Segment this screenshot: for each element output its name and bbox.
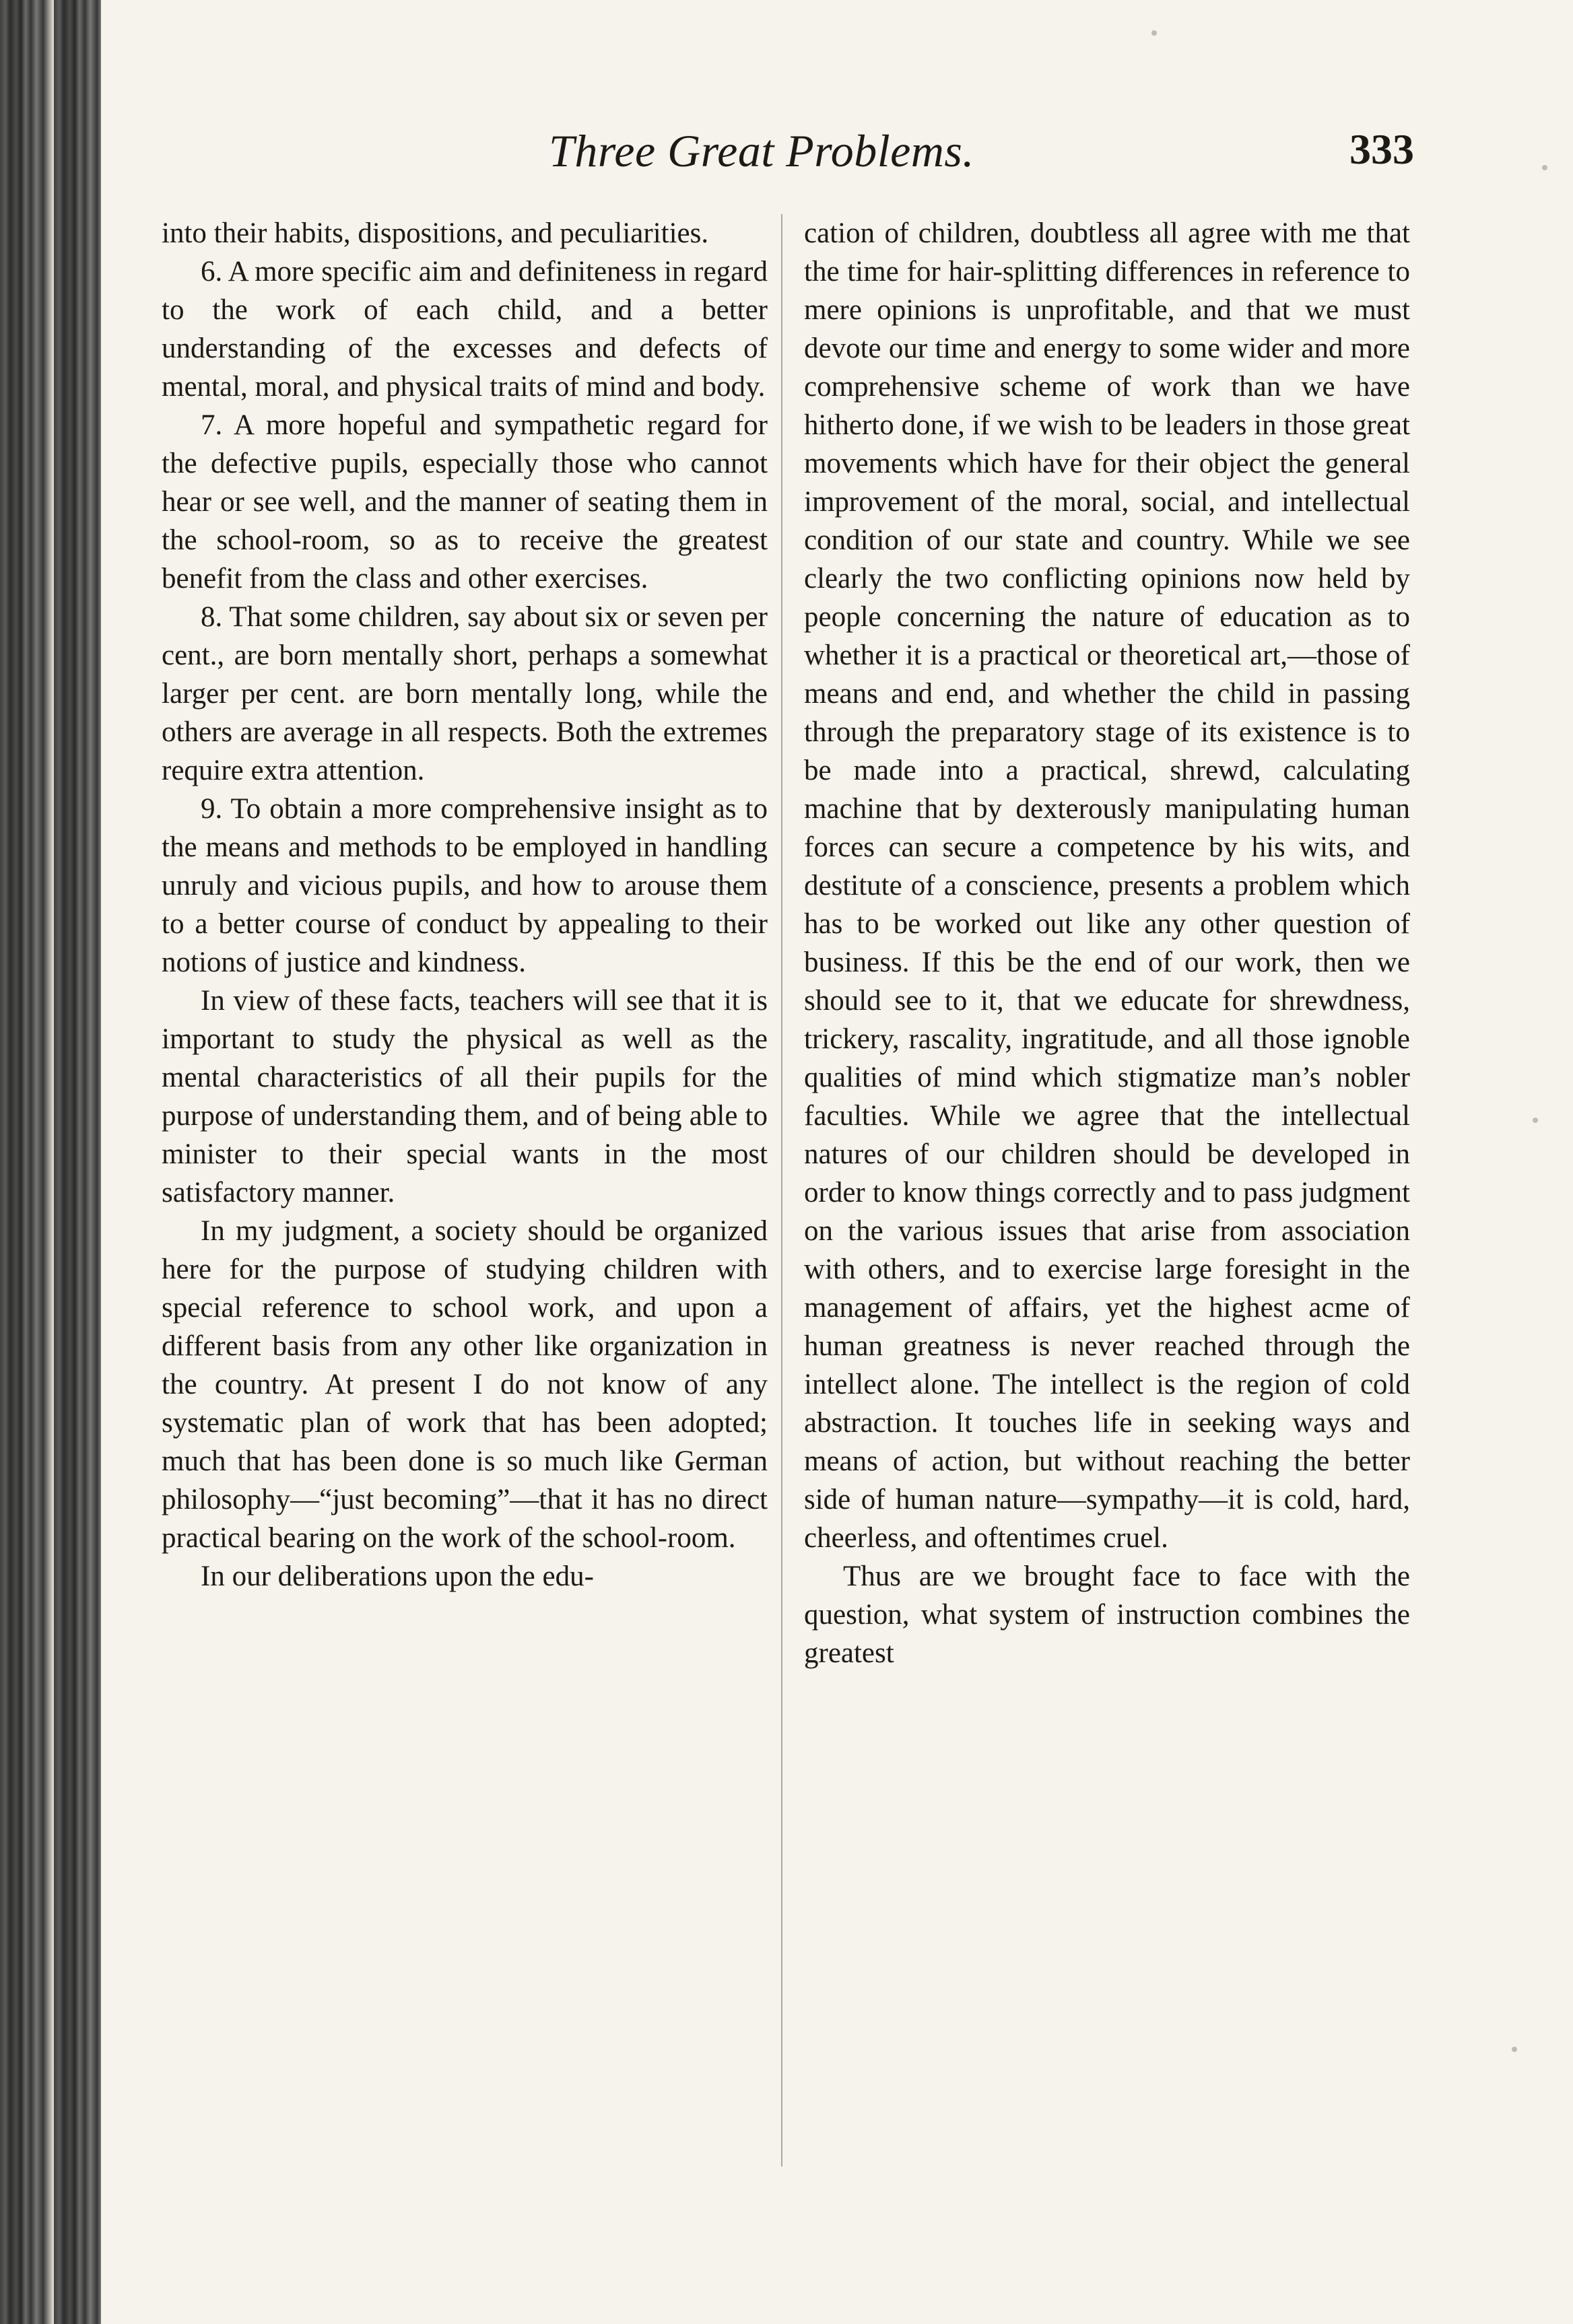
paper-speck (1151, 30, 1157, 36)
paragraph: In my judgment, a society should be organized here for the purpose of studying children with special reference to school work, and upon a different basis from any other like organization in the country. At present I do not know of any systematic plan of work that has been adopted; much that has been done is so much like German philosophy—“just becoming”—that it has no direct practical bearing on the work of the school-room. (162, 1215, 768, 1554)
paragraph: into their habits, dispositions, and peculiarities. (162, 217, 709, 249)
running-header (162, 125, 1414, 178)
paper-speck (1512, 2047, 1517, 2052)
column-divider (781, 214, 782, 2166)
page-binding-edge (0, 0, 101, 2324)
left-text-column (162, 214, 768, 1596)
paragraph: 6. A more specific aim and definiteness in regard to the work of each child, and a better understanding of the excesses and defects of mental, moral, and physical traits of mind and body. (162, 256, 768, 403)
paragraph: Thus are we brought face to face with the question, what system of instruction combines the greatest (804, 1561, 1410, 1669)
paragraph: 8. That some children, say about six or seven per cent., are born mentally short, perhaps a somewhat larger per cent. are born mentally long, while the others are average in all respects. Both the extremes require extra attention. (162, 601, 768, 786)
paper-speck (1542, 165, 1547, 170)
paragraph: In view of these facts, teachers will see that it is important to study the physical as well as the mental characteristics of all their pupils for the purpose of understanding them, and of being able to minister to their special wants in the most satisfactory manner. (162, 985, 768, 1208)
page-number: 333 (1349, 125, 1414, 173)
right-text-column (804, 214, 1410, 1672)
running-title: Three Great Problems. (549, 125, 974, 176)
paragraph: 7. A more hopeful and sympathetic regard for the defective pupils, especially those who cannot hear or see well, and the manner of seating them in the school-room, so as to receive the greatest benefit from the class and other exercises. (162, 409, 768, 594)
paragraph: In our deliberations upon the edu- (201, 1561, 594, 1592)
paragraph: 9. To obtain a more comprehensive insight as to the means and methods to be employed in handling unruly and vicious pupils, and how to arouse them to a better course of conduct by appealing to their notions of justice and kindness. (162, 793, 768, 978)
paragraph: cation of children, doubtless all agree with me that the time for hair-splitting differences in reference to mere opinions is unprofitable, and that we must devote our time and energy to some wider and more comprehensive scheme of work than we have hitherto done, if we wish to be leaders in those great movements which have for their object the general improvement of the moral, social, and intellectual condition of our state and country. While we see clearly the two conflicting opinions now held by people concerning the nature of education as to whether it is a practical or theoretical art,—those of means and end, and whether the child in passing through the preparatory stage of its existence is to be made into a practical, shrewd, calculating machine that by dexterously manipulating human forces can secure a competence by his wits, and destitute of a conscience, presents a problem which has to be worked out like any other question of business. If this be the end of our work, then we should see to it, that we educate for shrewdness, trickery, rascality, ingratitude, and all those ignoble qualities of mind which stigmatize man’s nobler faculties. While we agree that the intellectual natures of our children should be developed in order to know things correctly and to pass judgment on the various issues that arise from association with others, and to exercise large foresight in the management of affairs, yet the highest acme of human greatness is never reached through the intellect alone. The intellect is the region of cold abstraction. It touches life in seeking ways and means of action, but without reaching the better side of human nature—sympathy—it is cold, hard, cheerless, and oftentimes cruel. (804, 217, 1410, 1554)
paper-speck (1533, 1118, 1538, 1123)
